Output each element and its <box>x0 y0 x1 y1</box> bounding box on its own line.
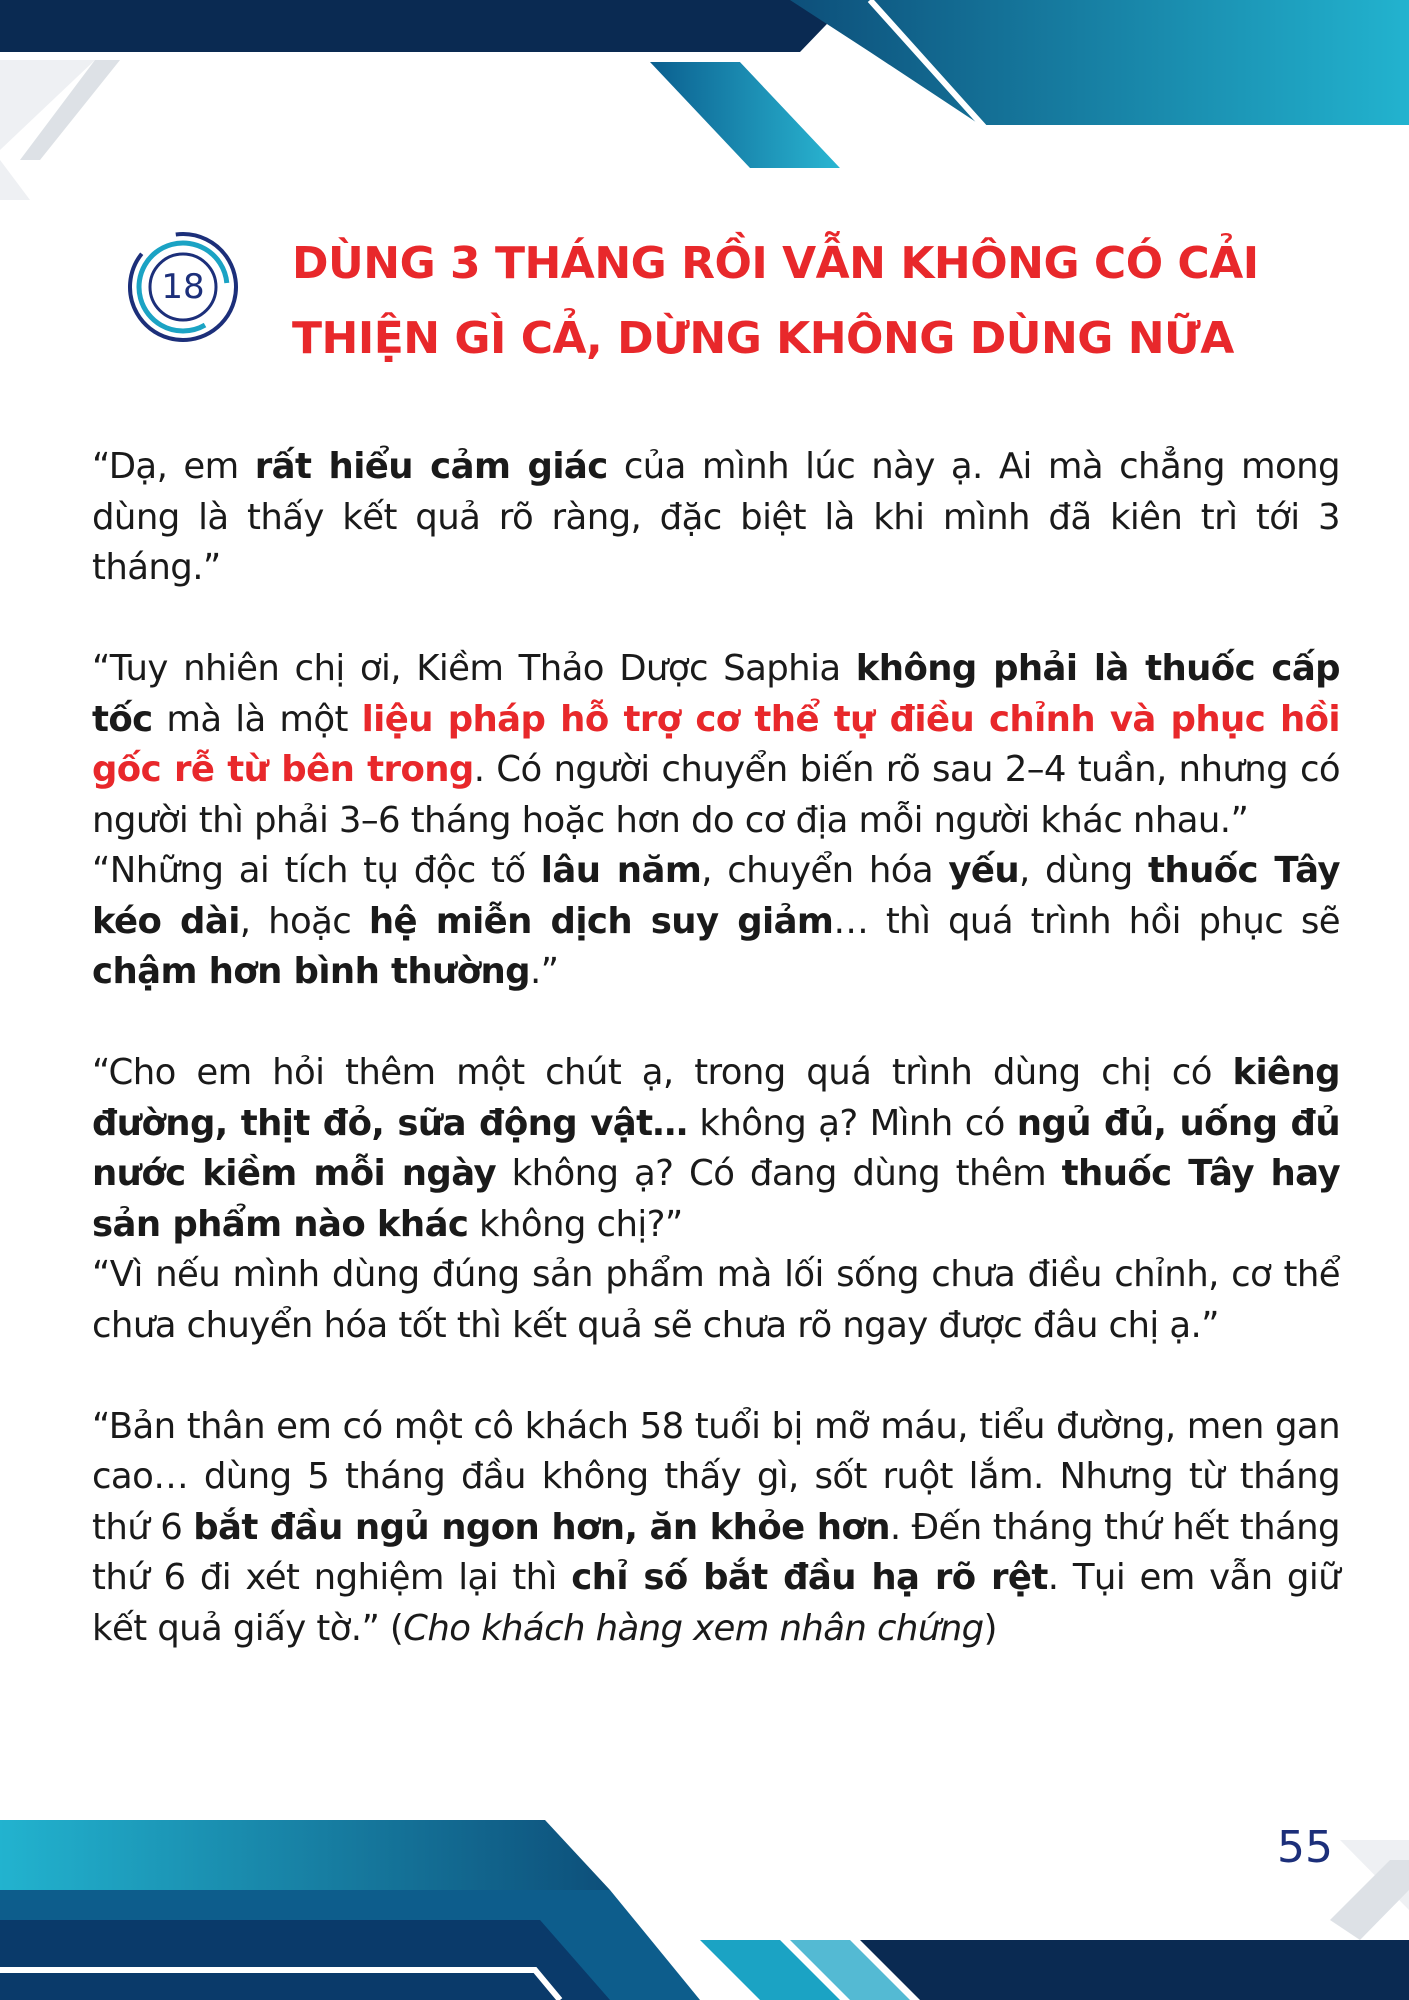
bold-run: rất hiểu cảm giác <box>254 446 608 487</box>
text-run: … thì quá trình hồi phục sẽ <box>833 900 1340 942</box>
bold-run: không phải là thuốc cấp tốc <box>92 648 1340 740</box>
text-run: , dùng <box>1019 850 1149 891</box>
text-run: . Tụi em vẫn giữ kết quả giấy tờ.” ( <box>92 1557 1341 1649</box>
bold-run: ngủ đủ, uống đủ nước kiềm mỗi ngày <box>92 1102 1340 1194</box>
text-run: ) <box>983 1607 997 1649</box>
text-run: không ạ? Có đang dùng thêm <box>496 1153 1062 1194</box>
bold-run: chỉ số bắt đầu hạ rõ rệt <box>571 1557 1048 1598</box>
text-run: của mình lúc này ạ. Ai mà chẳng mong dùng là thấy kết quả rõ ràng, đặc biệt là khi mình đã kiên trì tới 3 tháng.” <box>92 446 1340 588</box>
bold-run: bắt đầu ngủ ngon hơn, ăn khỏe hơn <box>193 1506 890 1548</box>
text-run: .” <box>530 951 559 992</box>
text-run: . Đến tháng thứ hết tháng thứ 6 đi xét nghiệm lại thì <box>92 1506 1340 1598</box>
paragraph-2 <box>92 644 1340 846</box>
page-number: 55 <box>1277 1822 1333 1873</box>
footer-decoration <box>0 1800 1409 2000</box>
text-run: mà là một <box>152 698 362 740</box>
text-run: . Có người chuyển biến rõ sau 2–4 tuần, nhưng có người thì phải 3–6 tháng hoặc hơn do cơ địa mỗi người khác nhau.” <box>92 749 1340 841</box>
title-line-2: THIỆN GÌ CẢ, DỪNG KHÔNG DÙNG NỮA <box>292 313 1234 364</box>
section-title <box>292 226 1332 376</box>
text-run: không ạ? Mình có <box>687 1102 1017 1144</box>
text-run: “Bản thân em có một cô khách 58 tuổi bị mỡ máu, tiểu đường, men gan cao… dùng 5 tháng đầu không thấy gì, sốt ruột lắm. Nhưng từ tháng thứ 6 <box>92 1405 1340 1548</box>
bold-run: thuốc Tây hay sản phẩm nào khác <box>92 1153 1340 1245</box>
paragraph-1 <box>92 442 1340 594</box>
bold-run: lâu năm <box>540 850 702 891</box>
bold-run: kiêng đường, thịt đỏ, sữa động vật… <box>92 1052 1340 1144</box>
text-run: “Vì nếu mình dùng đúng sản phẩm mà lối sống chưa điều chỉnh, cơ thể chưa chuyển hóa tốt thì kết quả sẽ chưa rõ ngay được đâu chị ạ.” <box>92 1254 1340 1346</box>
bold-run: chậm hơn bình thường <box>92 951 530 992</box>
highlight-run: liệu pháp hỗ trợ cơ thể tự điều chỉnh và phục hồi gốc rễ từ bên trong <box>92 698 1340 790</box>
paragraph-4 <box>92 1048 1340 1250</box>
text-run: , chuyển hóa <box>701 850 949 891</box>
text-run: “Dạ, em <box>92 446 255 487</box>
bold-run: thuốc Tây kéo dài <box>92 850 1340 942</box>
header-decoration <box>0 0 1409 200</box>
italic-run: Cho khách hàng xem nhân chứng <box>403 1607 984 1649</box>
section-number: 18 <box>161 267 205 307</box>
bold-run: hệ miễn dịch suy giảm <box>368 900 834 942</box>
text-run: , hoặc <box>239 900 369 942</box>
text-run: “Những ai tích tụ độc tố <box>92 850 541 891</box>
bold-run: yếu <box>948 850 1020 891</box>
text-run: “Cho em hỏi thêm một chút ạ, trong quá trình dùng chị có <box>92 1052 1233 1093</box>
paragraph-5 <box>92 1250 1340 1351</box>
body-text <box>92 442 1340 1654</box>
paragraph-6 <box>92 1402 1340 1655</box>
paragraph-3 <box>92 846 1340 998</box>
title-line-1: DÙNG 3 THÁNG RỒI VẪN KHÔNG CÓ CẢI <box>292 238 1259 289</box>
text-run: không chị?” <box>468 1203 683 1245</box>
text-run: “Tuy nhiên chị ơi, Kiềm Thảo Dược Saphia <box>92 648 856 689</box>
